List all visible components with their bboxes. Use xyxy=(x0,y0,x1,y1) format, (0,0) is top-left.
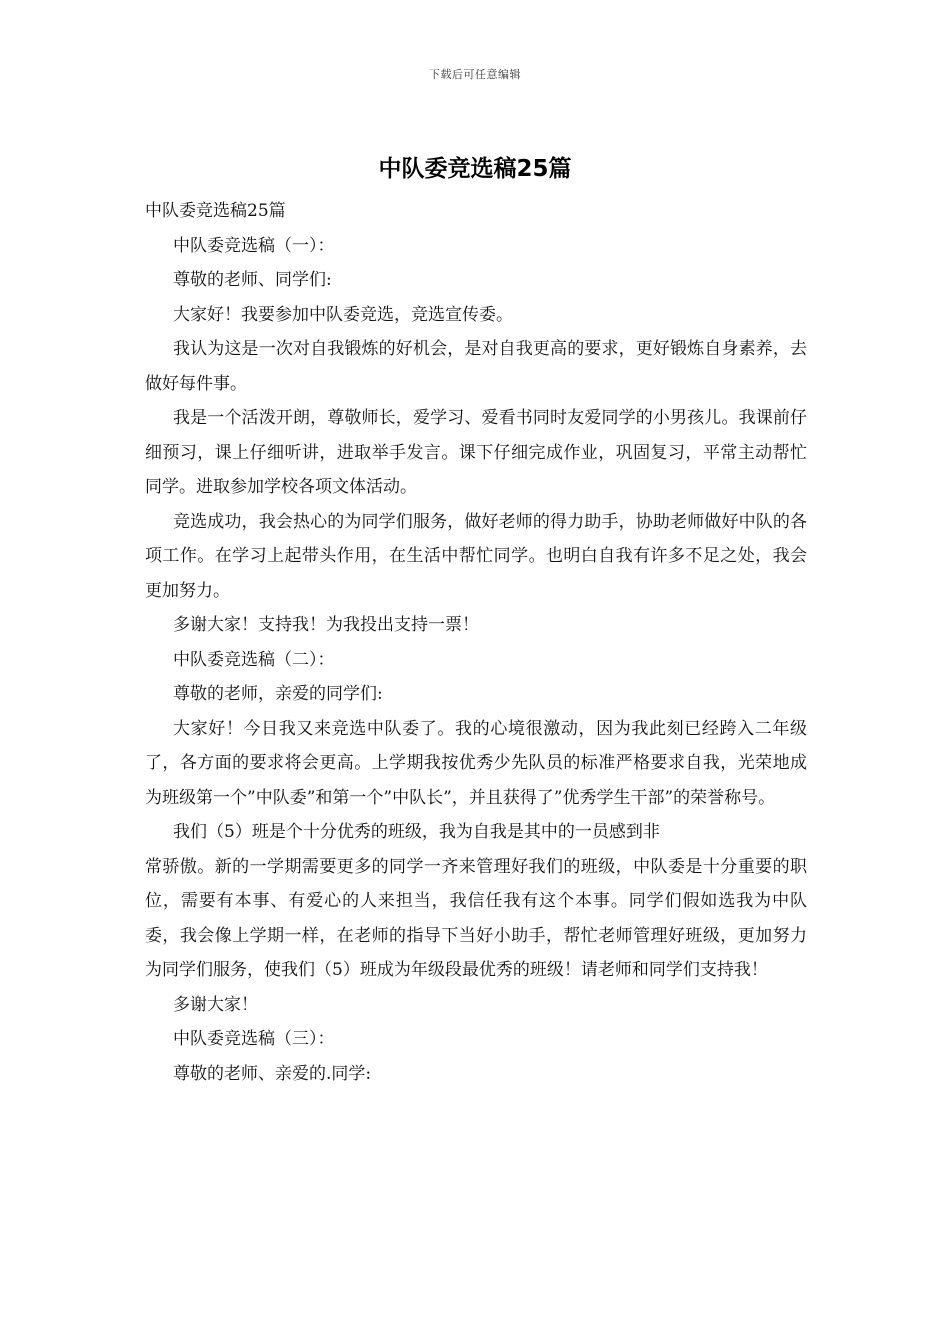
paragraph: 尊敬的老师、同学们: xyxy=(173,270,332,290)
paragraph: 常骄傲。新的一学期需要更多的同学一齐来管理好我们的班级，中队委是十分重要的职位，需要有本事、有爱心的人来担当，我信任我有这个本事。同学们假如选我为中队委，我会像上学期一样，在老师的指导下当好小助手，帮忙老师管理好班级，更加努力为同学们服务，使我们（5）班成为年级段最优秀的班级！请老师和同学们支持我！ xyxy=(145,856,807,980)
paragraph: 我们（5）班是个十分优秀的班级，我为自我是其中的一员感到非 xyxy=(173,822,660,842)
paragraph: 中队委竞选稿25篇 xyxy=(145,201,286,221)
paragraph: 我认为这是一次对自我锻炼的好机会，是对自我更高的要求，更好锻炼自身素养，去做好每件事。 xyxy=(145,339,807,394)
paragraph: 多谢大家！ xyxy=(173,994,258,1015)
document-body xyxy=(145,194,807,1091)
paragraph: 尊敬的老师、亲爱的.同学: xyxy=(173,1063,372,1084)
paragraph: 竞选成功，我会热心的为同学们服务，做好老师的得力助手，协助老师做好中队的各项工作。在学习上起带头作用，在生活中帮忙同学。也明白自我有许多不足之处，我会更加努力。 xyxy=(145,511,807,601)
header-note: 下载后可任意编辑 xyxy=(429,68,521,81)
paragraph: 大家好！今日我又来竞选中队委了。我的心境很激动，因为我此刻已经跨入二年级了，各方面的要求将会更高。上学期我按优秀少先队员的标准严格要求自我，光荣地成为班级第一个”中队委”和第一个”中队长”，并且获得了”优秀学生干部”的荣誉称号。 xyxy=(145,718,807,808)
paragraph: 中队委竞选稿（一）： xyxy=(173,235,335,256)
paragraph: 多谢大家！支持我！为我投出支持一票！ xyxy=(173,615,479,635)
paragraph: 尊敬的老师，亲爱的同学们: xyxy=(173,684,383,704)
paragraph: 中队委竞选稿（三）： xyxy=(173,1029,335,1049)
paragraph: 我是一个活泼开朗，尊敬师长，爱学习、爱看书同时友爱同学的小男孩儿。我课前仔细预习，课上仔细听讲，进取举手发言。课下仔细完成作业，巩固复习，平常主动帮忙同学。进取参加学校各项文体活动。 xyxy=(145,408,807,497)
paragraph: 大家好！我要参加中队委竞选，竞选宣传委。 xyxy=(173,304,513,325)
document-title: 中队委竞选稿25篇 xyxy=(378,156,572,182)
paragraph: 中队委竞选稿（二）： xyxy=(173,649,335,670)
